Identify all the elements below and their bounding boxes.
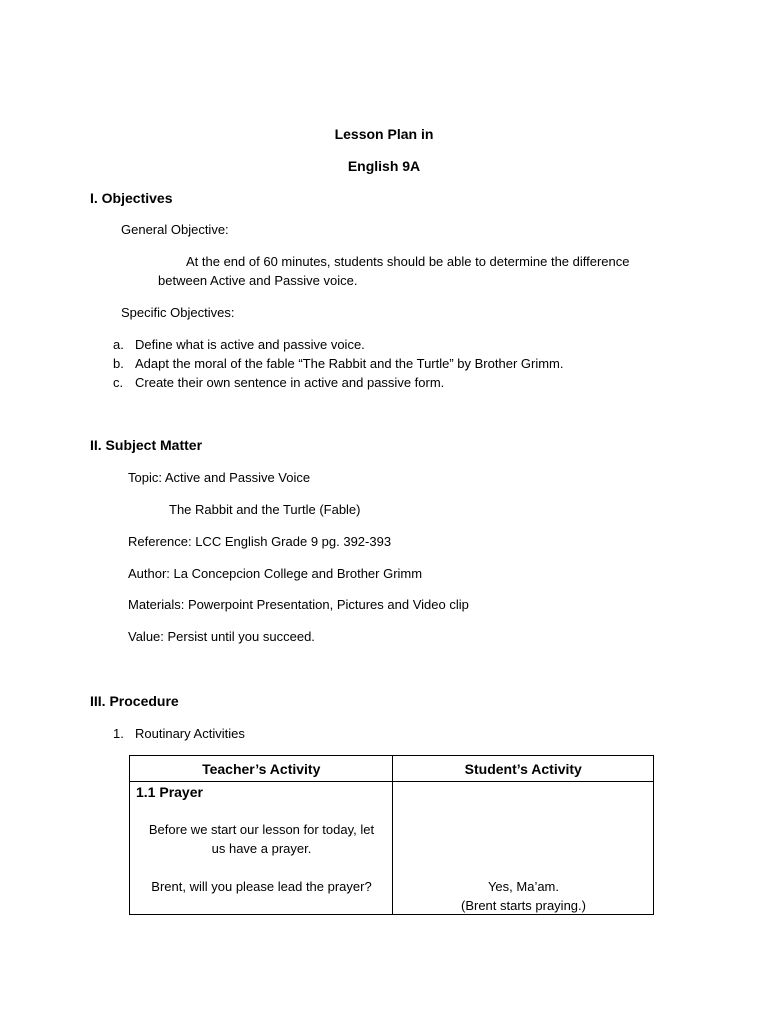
student-activity-cell xyxy=(393,782,654,915)
value-text: Value: Persist until you succeed. xyxy=(128,629,315,644)
topic-subtext: The Rabbit and the Turtle (Fable) xyxy=(169,502,361,517)
author-text: Author: La Concepcion College and Brother Grimm xyxy=(128,566,423,581)
objective-item-marker-a: a. xyxy=(113,337,124,352)
teacher-line-1: Before we start our lesson for today, let xyxy=(148,822,375,837)
objective-item-b: Adapt the moral of the fable “The Rabbit and the Turtle” by Brother Grimm. xyxy=(135,356,564,371)
topic-text: Topic: Active and Passive Voice xyxy=(128,470,311,485)
procedure-item-text: Routinary Activities xyxy=(135,726,245,741)
student-line-1: Yes, Ma’am. xyxy=(487,879,560,894)
student-line-2: (Brent starts praying.) xyxy=(460,898,586,913)
procedure-heading: III. Procedure xyxy=(90,693,179,709)
objective-item-a: Define what is active and passive voice. xyxy=(135,337,365,352)
teacher-activity-header: Teacher’s Activity xyxy=(130,756,393,782)
specific-objectives-label: Specific Objectives: xyxy=(121,305,235,320)
objective-item-marker-b: b. xyxy=(113,356,124,371)
table-row xyxy=(130,782,654,915)
activity-table xyxy=(129,755,654,915)
teacher-line-2: us have a prayer. xyxy=(211,841,312,856)
reference-text: Reference: LCC English Grade 9 pg. 392-393 xyxy=(128,534,392,549)
subject-matter-heading: II. Subject Matter xyxy=(90,437,203,453)
materials-text: Materials: Powerpoint Presentation, Pictures and Video clip xyxy=(128,597,469,612)
prayer-section-title: 1.1 Prayer xyxy=(136,784,203,800)
teacher-activity-cell xyxy=(130,782,393,915)
general-objective-line-2: between Active and Passive voice. xyxy=(158,273,358,288)
objective-item-marker-c: c. xyxy=(113,375,124,390)
general-objective-line-1: At the end of 60 minutes, students should be able to determine the difference xyxy=(186,254,630,269)
objectives-heading: I. Objectives xyxy=(90,190,173,206)
procedure-item-marker: 1. xyxy=(113,726,124,741)
table-header-row xyxy=(130,756,654,782)
title-line-1: Lesson Plan in xyxy=(334,126,434,142)
teacher-line-3: Brent, will you please lead the prayer? xyxy=(151,879,372,894)
objective-item-c: Create their own sentence in active and passive form. xyxy=(135,375,445,390)
general-objective-label: General Objective: xyxy=(121,222,229,237)
student-activity-header: Student’s Activity xyxy=(393,756,654,782)
title-line-2: English 9A xyxy=(347,158,421,174)
